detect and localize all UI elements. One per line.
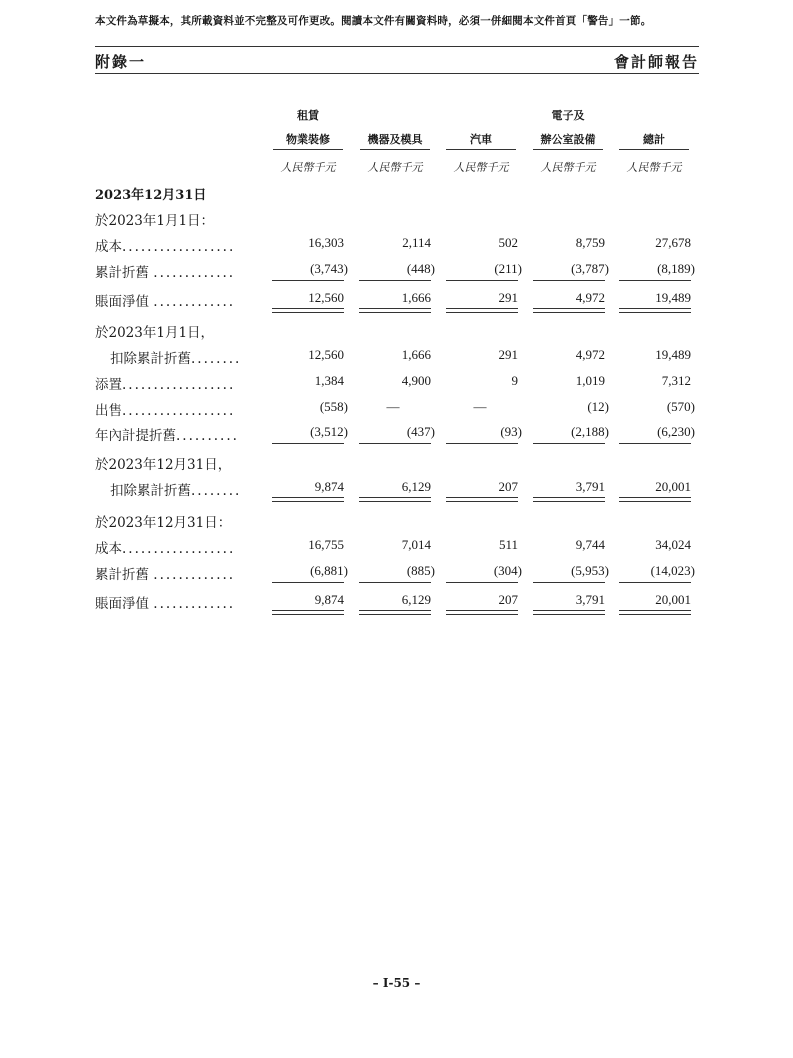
value-cell: 16,755 xyxy=(308,537,344,552)
column-header-line2: 汽車 xyxy=(470,133,492,146)
underline xyxy=(272,582,344,583)
value-cell: (3,787) xyxy=(571,261,609,276)
row-label: 賬面淨值 ............. xyxy=(95,294,236,310)
double-underline xyxy=(272,308,344,313)
double-underline xyxy=(619,308,691,313)
value-cell: 7,312 xyxy=(661,373,691,388)
table-row xyxy=(0,235,793,255)
table-row xyxy=(0,424,793,444)
value-cell: (14,023) xyxy=(650,563,695,578)
disclaimer: 本文件為草擬本，其所載資料並不完整及可作更改。閱讀本文件有關資料時，必須一併細閱本文件首頁「警告」一節。 xyxy=(95,15,652,27)
double-underline xyxy=(359,497,431,502)
value-cell: (885) xyxy=(406,563,435,578)
section-title-row xyxy=(0,184,793,204)
table-row xyxy=(0,373,793,393)
double-underline xyxy=(619,497,691,502)
row-label: 賬面淨值 ............. xyxy=(95,596,236,612)
page-number: – I-55 – xyxy=(372,976,421,990)
underline xyxy=(619,582,691,583)
underline xyxy=(533,582,605,583)
value-cell: 6,129 xyxy=(401,592,431,607)
value-cell: 9,874 xyxy=(314,592,344,607)
value-cell: 502 xyxy=(498,235,518,250)
double-underline xyxy=(533,497,605,502)
page-header xyxy=(95,46,699,74)
table-row xyxy=(0,511,793,531)
value-cell: (8,189) xyxy=(657,261,695,276)
row-label: 累計折舊 ............. xyxy=(95,567,236,583)
double-underline xyxy=(359,308,431,313)
value-cell: 1,384 xyxy=(314,373,344,388)
header-rule xyxy=(446,149,516,150)
table-row xyxy=(0,290,793,310)
section-title: 2023年12月31日 xyxy=(95,188,207,203)
table-row xyxy=(0,321,793,341)
unit-label: 人民幣千元 xyxy=(367,161,423,174)
unit-label: 人民幣千元 xyxy=(280,161,336,174)
column-header-line2: 機器及模具 xyxy=(367,133,423,146)
value-cell: (2,188) xyxy=(571,424,609,439)
value-cell: 20,001 xyxy=(655,592,691,607)
value-cell: (570) xyxy=(666,399,695,414)
unit-label: 人民幣千元 xyxy=(453,161,509,174)
row-label: 年內計提折舊.......... xyxy=(95,428,239,444)
value-cell: 1,019 xyxy=(575,373,605,388)
underline xyxy=(533,280,605,281)
value-cell: (3,512) xyxy=(310,424,348,439)
value-cell: 3,791 xyxy=(575,479,605,494)
value-cell: (558) xyxy=(319,399,348,414)
header-rule xyxy=(533,149,603,150)
value-cell: (3,743) xyxy=(310,261,348,276)
underline xyxy=(619,443,691,444)
table-row xyxy=(0,399,793,419)
column-header-line2: 物業裝修 xyxy=(286,133,330,146)
value-cell: 4,972 xyxy=(575,290,605,305)
value-cell: 34,024 xyxy=(655,537,691,552)
table-row xyxy=(0,537,793,557)
underline xyxy=(446,582,518,583)
row-label: 出售.................. xyxy=(95,403,236,419)
double-underline xyxy=(272,497,344,502)
column-header-line2: 辦公室設備 xyxy=(540,133,596,146)
double-underline xyxy=(533,610,605,615)
row-label: 於2023年12月31日： xyxy=(95,515,232,531)
value-cell: 4,972 xyxy=(575,347,605,362)
row-label: 添置.................. xyxy=(95,377,236,393)
underline xyxy=(272,443,344,444)
value-cell: (437) xyxy=(406,424,435,439)
column-header-line1: 租賃 xyxy=(297,109,319,122)
value-cell: (448) xyxy=(406,261,435,276)
row-label: 於2023年1月1日： xyxy=(95,213,215,229)
value-cell: 16,303 xyxy=(308,235,344,250)
table-row xyxy=(0,261,793,281)
value-cell: — xyxy=(473,399,487,414)
header-rule xyxy=(360,149,430,150)
row-label: 於2023年12月31日， xyxy=(95,457,232,473)
double-underline xyxy=(446,308,518,313)
header-rule xyxy=(619,149,689,150)
value-cell: 4,900 xyxy=(401,373,431,388)
value-cell: (304) xyxy=(493,563,522,578)
row-label: 成本.................. xyxy=(95,541,236,557)
value-cell: 1,666 xyxy=(401,290,431,305)
double-underline xyxy=(446,497,518,502)
value-cell: (93) xyxy=(500,424,522,439)
row-label: 於2023年1月1日， xyxy=(95,325,215,341)
value-cell: 9 xyxy=(511,373,518,388)
value-cell: 2,114 xyxy=(402,235,431,250)
header-rule xyxy=(273,149,343,150)
value-cell: (12) xyxy=(587,399,609,414)
unit-label: 人民幣千元 xyxy=(540,161,596,174)
value-cell: 1,666 xyxy=(401,347,431,362)
double-underline xyxy=(359,610,431,615)
value-cell: 12,560 xyxy=(308,347,344,362)
double-underline xyxy=(619,610,691,615)
table-row xyxy=(0,563,793,583)
underline xyxy=(272,280,344,281)
double-underline xyxy=(533,308,605,313)
report-title: 會計師報告 xyxy=(613,53,699,71)
table-row xyxy=(0,347,793,367)
value-cell: 207 xyxy=(498,479,518,494)
value-cell: (211) xyxy=(494,261,522,276)
value-cell: (5,953) xyxy=(571,563,609,578)
table-row xyxy=(0,479,793,499)
value-cell: 6,129 xyxy=(401,479,431,494)
value-cell: 9,874 xyxy=(314,479,344,494)
value-cell: 291 xyxy=(498,347,518,362)
row-label: 成本.................. xyxy=(95,239,236,255)
value-cell: 9,744 xyxy=(575,537,605,552)
appendix-title: 附錄一 xyxy=(95,53,147,71)
value-cell: 7,014 xyxy=(401,537,431,552)
value-cell: 19,489 xyxy=(655,290,691,305)
value-cell: 207 xyxy=(498,592,518,607)
row-label: 扣除累計折舊........ xyxy=(110,351,242,367)
value-cell: 511 xyxy=(498,537,518,552)
underline xyxy=(446,443,518,444)
value-cell: — xyxy=(386,399,400,414)
row-label: 扣除累計折舊........ xyxy=(110,483,242,499)
underline xyxy=(619,280,691,281)
underline xyxy=(359,280,431,281)
row-label: 累計折舊 ............. xyxy=(95,265,236,281)
underline xyxy=(359,582,431,583)
value-cell: (6,230) xyxy=(657,424,695,439)
unit-label: 人民幣千元 xyxy=(626,161,682,174)
underline xyxy=(446,280,518,281)
underline xyxy=(533,443,605,444)
table-row xyxy=(0,209,793,229)
value-cell: 291 xyxy=(498,290,518,305)
value-cell: 8,759 xyxy=(575,235,605,250)
table-row xyxy=(0,453,793,473)
value-cell: 12,560 xyxy=(308,290,344,305)
value-cell: 20,001 xyxy=(655,479,691,494)
value-cell: (6,881) xyxy=(310,563,348,578)
value-cell: 27,678 xyxy=(655,235,691,250)
underline xyxy=(359,443,431,444)
column-header-line2: 總計 xyxy=(643,133,665,146)
double-underline xyxy=(446,610,518,615)
double-underline xyxy=(272,610,344,615)
value-cell: 19,489 xyxy=(655,347,691,362)
column-header-line1: 電子及 xyxy=(551,109,585,122)
table-row xyxy=(0,592,793,612)
value-cell: 3,791 xyxy=(575,592,605,607)
